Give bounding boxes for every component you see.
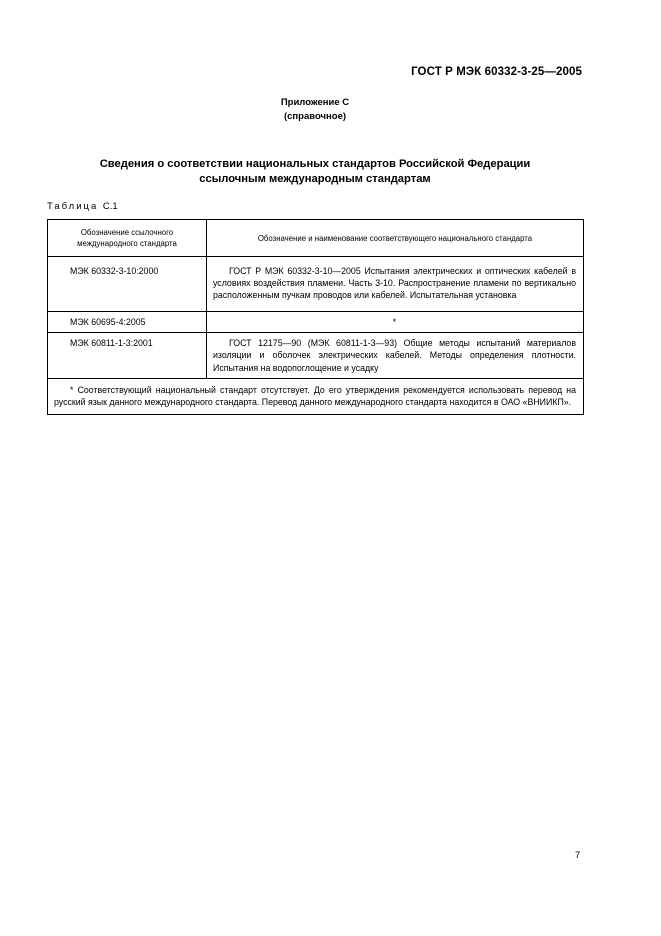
header-reference-line-2: международного стандарта — [77, 239, 177, 248]
national-standard-cell — [207, 257, 584, 312]
document-code: ГОСТ Р МЭК 60332-3-25—2005 — [411, 66, 582, 78]
table-footnote-row — [48, 378, 584, 414]
appendix-heading — [0, 96, 630, 124]
reference-standard-cell: МЭК 60695-4:2005 — [48, 312, 207, 333]
national-standard-text: ГОСТ Р МЭК 60332-3-10—2005 Испытания электрических и оптических кабелей в условиях воздействия пламени. Часть 3-10. Распространение пламени по вертикально расположенным пучкам проводов или кабелей. Испытательная установка — [213, 266, 576, 301]
reference-standard-cell: МЭК 60811-1-3:2001 — [48, 333, 207, 379]
reference-standard-cell: МЭК 60332-3-10:2000 — [48, 257, 207, 312]
appendix-title: Приложение С — [280, 97, 350, 108]
header-reference-line-1: Обозначение ссылочного — [80, 228, 174, 237]
section-title-line-2: ссылочным международным стандартам — [199, 173, 431, 185]
table-footnote — [48, 378, 584, 414]
header-reference-standard — [48, 220, 207, 257]
table-caption-prefix: Таблица — [47, 201, 99, 212]
section-title — [60, 157, 570, 187]
table-caption — [47, 201, 118, 212]
table-caption-number: С.1 — [102, 201, 118, 212]
table-row — [48, 312, 584, 333]
section-title-line-1: Сведения о соответствии национальных стандартов Российской Федерации — [99, 158, 531, 170]
national-standard-cell — [207, 333, 584, 379]
correspondence-table — [47, 219, 584, 415]
table-header-row — [48, 220, 584, 257]
page-number: 7 — [575, 850, 581, 861]
header-national-standard: Обозначение и наименование соответствующего национального стандарта — [207, 220, 584, 257]
national-standard-text: ГОСТ 12175—90 (МЭК 60811-1-3—93) Общие методы испытаний материалов изоляции и оболочек электрических кабелей. Методы определения плотности. Испытания на водопоглощение и усадку — [213, 338, 576, 373]
table-row — [48, 333, 584, 379]
national-standard-cell: * — [207, 312, 584, 333]
table-row — [48, 257, 584, 312]
appendix-subtitle: (справочное) — [283, 111, 347, 122]
table-footnote-text: * Соответствующий национальный стандарт отсутствует. До его утверждения рекомендуется использовать перевод на русский язык данного международного стандарта. Перевод данного международного стандарта находится в ОАО «ВНИИКП». — [54, 384, 576, 408]
